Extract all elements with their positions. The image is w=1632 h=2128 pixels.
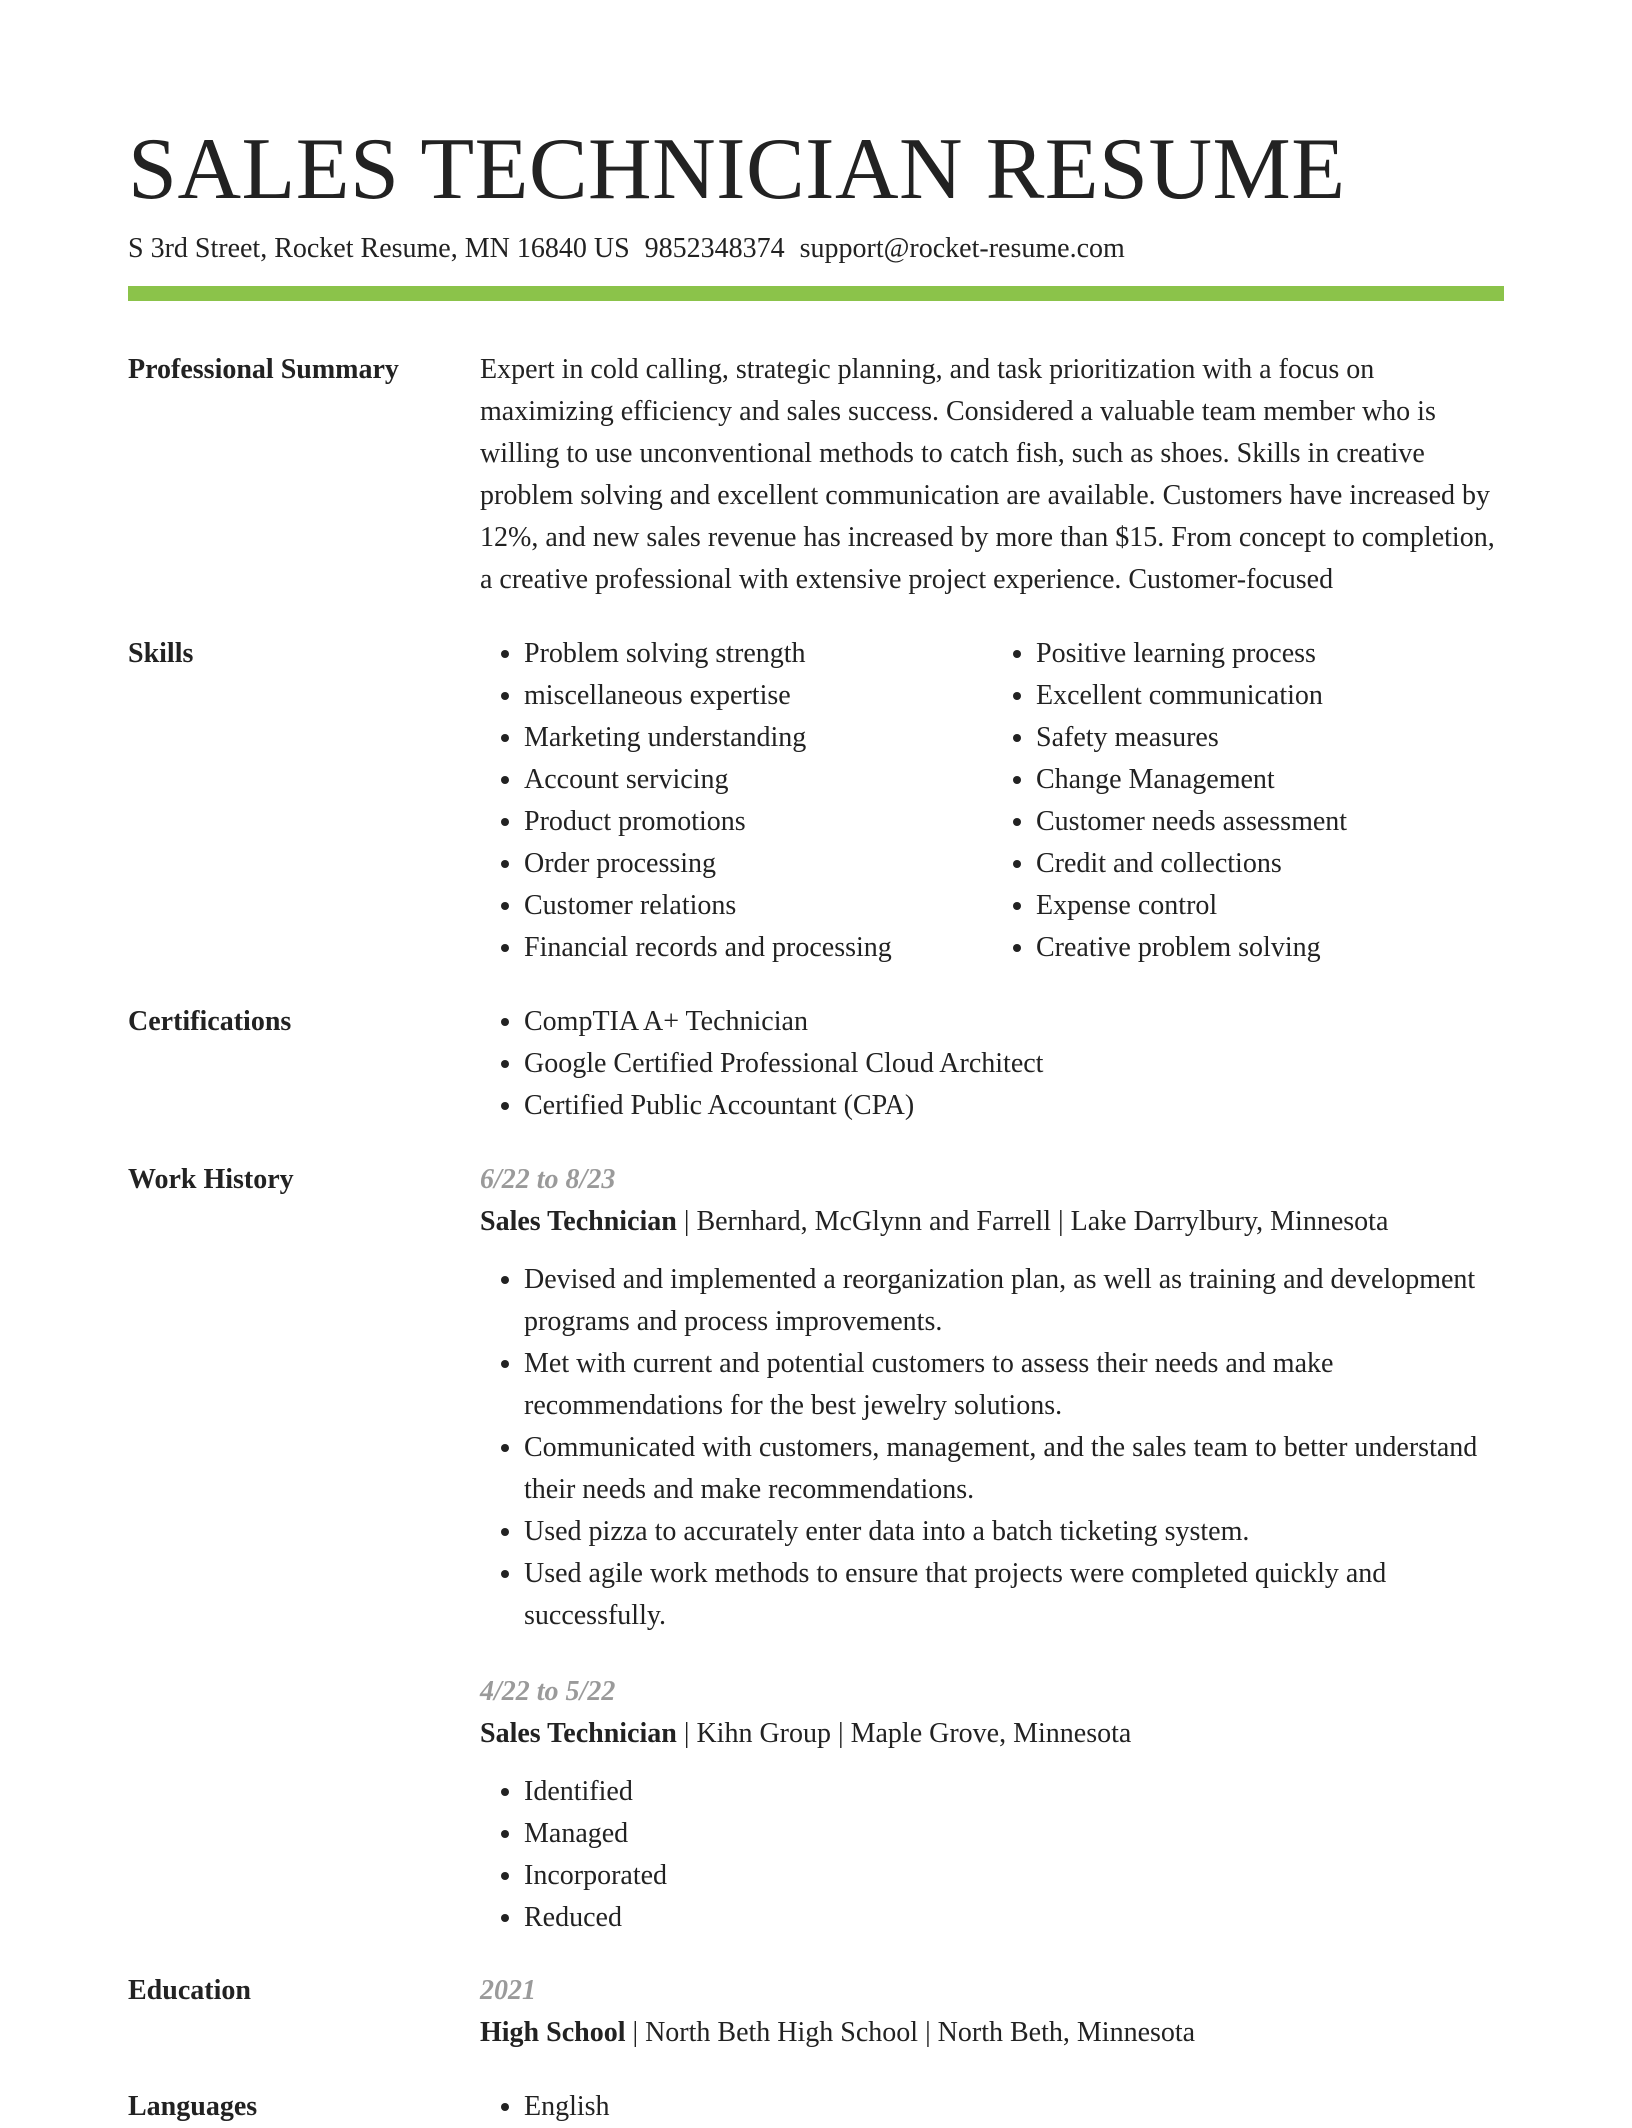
skill-item: • Excellent communication	[1036, 675, 1504, 717]
summary-label: Professional Summary	[128, 354, 399, 385]
education-label: Education	[128, 1975, 251, 2006]
job-bullet: • Used pizza to accurately enter data into a batch ticketing system.	[524, 1511, 1504, 1553]
job-bullet: • Devised and implemented a reorganization plan, as well as training and development programs and process improvements.	[524, 1259, 1504, 1343]
job-bullet: • Communicated with customers, management, and the sales team to better understand their needs and make recommendations.	[524, 1427, 1504, 1511]
job-bullet: • Managed	[524, 1813, 1504, 1855]
work-history-body	[480, 1159, 1504, 1939]
job-role-line	[480, 1713, 1504, 1755]
job-bullet: • Used agile work methods to ensure that projects were completed quickly and successfully.	[524, 1553, 1504, 1637]
skill-item: • Financial records and processing	[524, 927, 992, 969]
languages-list	[480, 2086, 1504, 2128]
job-title: Sales Technician	[480, 1718, 677, 1749]
job-entry	[480, 1671, 1504, 1939]
skill-item: • Customer relations	[524, 885, 992, 927]
job-bullet: • Incorporated	[524, 1855, 1504, 1897]
job-bullet: • Reduced	[524, 1897, 1504, 1939]
job-bullets	[480, 1259, 1504, 1637]
contact-address: S 3rd Street, Rocket Resume, MN 16840 US	[128, 233, 630, 264]
skill-item: • Customer needs assessment	[1036, 801, 1504, 843]
skill-item: • Change Management	[1036, 759, 1504, 801]
contact-line	[128, 232, 1125, 266]
contact-email: support@rocket-resume.com	[799, 233, 1125, 264]
skill-item: • Problem solving strength	[524, 633, 992, 675]
skill-item: • Product promotions	[524, 801, 992, 843]
certifications-list	[480, 1001, 1504, 1127]
job-bullets	[480, 1771, 1504, 1939]
skill-item: • Order processing	[524, 843, 992, 885]
education-line	[480, 2012, 1504, 2054]
job-bullet: • Met with current and potential customers to assess their needs and make recommendations for the best jewelry solutions.	[524, 1343, 1504, 1427]
skill-item: • Credit and collections	[1036, 843, 1504, 885]
certifications-label: Certifications	[128, 1006, 292, 1037]
skill-item: • Creative problem solving	[1036, 927, 1504, 969]
job-dates: 6/22 to 8/23	[480, 1164, 616, 1195]
resume-title: SALES TECHNICIAN RESUME	[128, 121, 1346, 218]
work-history-label: Work History	[128, 1164, 294, 1195]
contact-phone: 9852348374	[644, 233, 785, 264]
skill-item: • Marketing understanding	[524, 717, 992, 759]
languages-label: Languages	[128, 2091, 258, 2122]
skills-columns	[480, 633, 1504, 969]
skill-item: • miscellaneous expertise	[524, 675, 992, 717]
job-entry	[480, 1159, 1504, 1637]
job-details: | Bernhard, McGlynn and Farrell | Lake Darrylbury, Minnesota	[683, 1206, 1389, 1237]
skill-item: • Positive learning process	[1036, 633, 1504, 675]
skill-item: • Safety measures	[1036, 717, 1504, 759]
languages-body	[480, 2086, 1504, 2128]
education-body	[480, 1970, 1504, 2054]
summary-body	[480, 349, 1504, 601]
education-year: 2021	[480, 1975, 536, 2006]
skill-item: • Account servicing	[524, 759, 992, 801]
job-role-line	[480, 1201, 1504, 1243]
education-details: | North Beth High School | North Beth, Minnesota	[632, 2017, 1196, 2048]
certification-item: • Google Certified Professional Cloud Architect	[524, 1043, 1504, 1085]
skills-list-right	[992, 633, 1504, 969]
job-details: | Kihn Group | Maple Grove, Minnesota	[683, 1718, 1132, 1749]
skills-list-left	[480, 633, 992, 969]
certifications-body	[480, 1001, 1504, 1127]
header-divider	[128, 286, 1504, 301]
job-dates: 4/22 to 5/22	[480, 1676, 616, 1707]
certification-item: • Certified Public Accountant (CPA)	[524, 1085, 1504, 1127]
summary-text: Expert in cold calling, strategic planning, and task prioritization with a focus on maximizing efficiency and sales success. Considered a valuable team member who is willing to use unconventional methods to catch fish, such as shoes. Skills in creative problem solving and excellent communication are available. Customers have increased by 12%, and new sales revenue has increased by more than $15. From concept to completion, a creative professional with extensive project experience. Customer-focused	[480, 354, 1495, 595]
skills-label: Skills	[128, 638, 194, 669]
language-item: • English	[524, 2086, 1504, 2128]
education-degree: High School	[480, 2017, 626, 2048]
certification-item: • CompTIA A+ Technician	[524, 1001, 1504, 1043]
skill-item: • Expense control	[1036, 885, 1504, 927]
job-bullet: • Identified	[524, 1771, 1504, 1813]
job-title: Sales Technician	[480, 1206, 677, 1237]
